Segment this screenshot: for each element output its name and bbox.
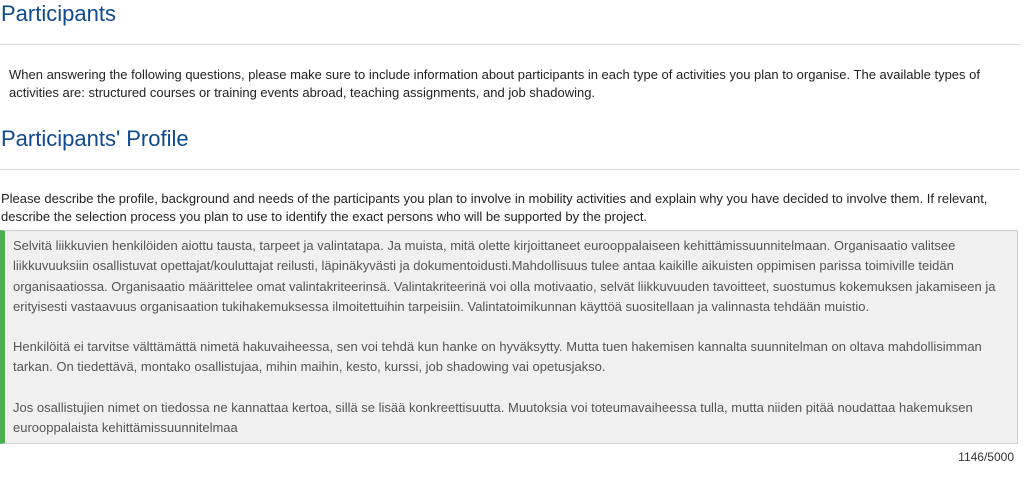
character-counter: 1146/5000: [958, 450, 1014, 464]
section-divider: [0, 169, 1020, 170]
profile-question-text: Please describe the profile, background and needs of the participants you plan to involve in mobility activities and explain why you have decided to involve them. If relevant, describe the selection process you plan to use to identify the exact persons who will be supported by the project.: [1, 191, 988, 224]
answer-paragraph: Henkilöitä ei tarvitse välttämättä nimetä hakuvaiheessa, sen voi tehdä kun hanke on hyväksytty. Mutta tuen hakemisen kannalta suunnitelman on oltava mahdollisimman tarkan. On tiedettävä, montako osallistujaa, mihin maihin, kesto, kurssi, job shadowing vai opetusjakso.: [13, 339, 982, 375]
profile-answer-textarea[interactable]: [0, 230, 1018, 444]
participants-profile-heading: Participants' Profile: [1, 126, 189, 151]
participants-intro-text: When answering the following questions, please make sure to include information about participants in each type of activities you plan to organise. The available types of activities are: structured courses or training events abroad, teaching assignments, and job shadowing.: [9, 67, 980, 100]
answer-paragraph: Jos osallistujien nimet on tiedossa ne kannattaa kertoa, sillä se lisää konkreettisuutta. Muutoksia voi toteumavaiheessa tulla, mutta niiden pitää noudattaa hakemuksen eurooppalaista kehittämissuunnitelmaa: [13, 399, 973, 436]
participants-heading: Participants: [1, 1, 116, 26]
answer-paragraph: Selvitä liikkuvien henkilöiden aiottu tausta, tarpeet ja valintatapa. Ja muista, mitä olette kirjoittaneet eurooppalaiseen kehittämissuunnitelmaan. Organisaatio valitsee liikkuvuuksiin osallistuvat opettajat/kouluttajat reilusti, läpinäkyvästi ja dokumentoidusti.Mahdollisuus tulee antaa kaikille aikuisten oppimisen parissa toimiville teidän organisaatiossa. Organisaatio määrittelee omat valintakriteerinsä. Valintakriteerinä voi olla motivaatio, selvät liikkuvuuden tavoitteet, suostumus kokemuksen jakamiseen ja erityisesti vastaavuus organisaation tukihakemuksessa ilmoitettuihin tarpeisiin. Valintatoimikunnan käyttöä suositellaan ja valinnasta tehdään muistio.: [13, 238, 996, 314]
section-divider: [0, 44, 1020, 45]
